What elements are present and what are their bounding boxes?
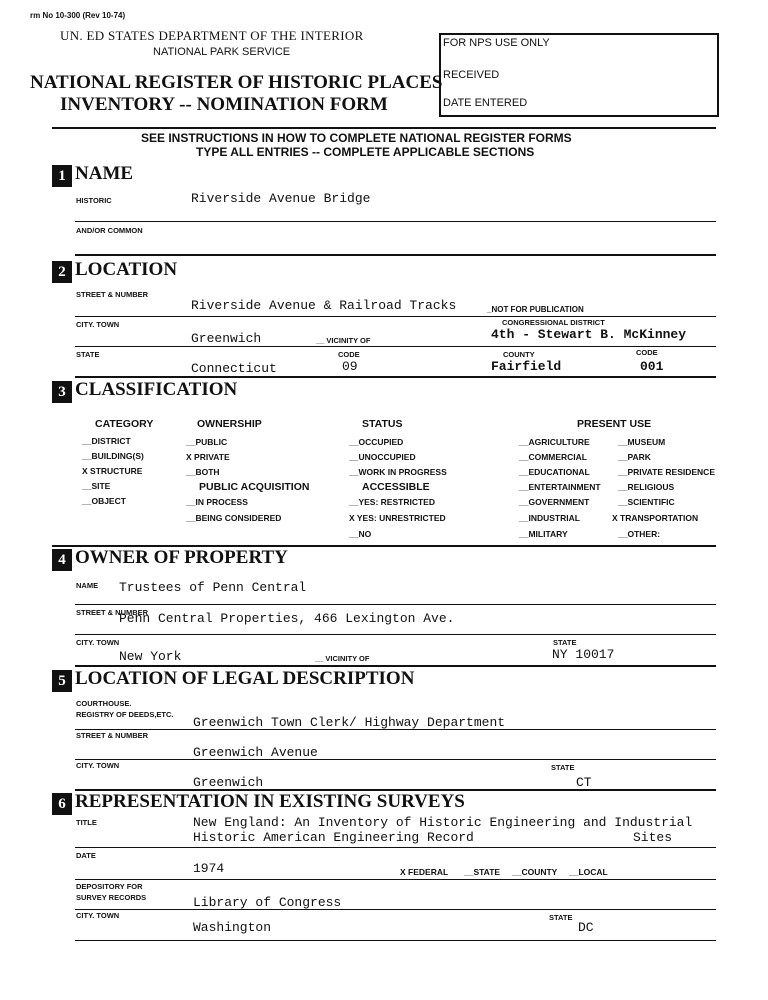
owner-city-label: CITY. TOWN [76, 638, 120, 647]
form-number: rm No 10-300 (Rev 10-74) [30, 11, 126, 20]
accessible-option: X YES: UNRESTRICTED [349, 513, 446, 523]
owner-name-value: Trustees of Penn Central [119, 580, 307, 595]
survey-title-value-line3: Sites [633, 830, 673, 845]
state-value: Connecticut [191, 361, 277, 376]
department-name: UN. ED STATES DEPARTMENT OF THE INTERIOR [60, 28, 364, 43]
ownership-option: __PUBLIC [186, 437, 228, 447]
state-code-value: 09 [342, 359, 358, 374]
divider [75, 847, 716, 848]
acquisition-option: __IN PROCESS [186, 497, 248, 507]
divider [75, 346, 716, 347]
city-value: Greenwich [191, 331, 262, 346]
divider [75, 665, 716, 667]
category-option: __DISTRICT [82, 436, 131, 446]
congressional-district-label: CONGRESSIONAL DISTRICT [502, 318, 605, 327]
divider [75, 254, 716, 256]
instructions-line1: SEE INSTRUCTIONS IN HOW TO COMPLETE NATIONAL REGISTER FORMS [141, 131, 572, 145]
owner-state-label: STATE [553, 638, 577, 647]
owner-name-label: NAME [76, 581, 99, 590]
depository-label-line1: DEPOSITORY FOR [76, 882, 143, 891]
section-heading-classification: CLASSIFICATION [75, 379, 238, 400]
depository-label-line2: SURVEY RECORDS [76, 893, 147, 902]
form-title-line1: NATIONAL REGISTER OF HISTORIC PLACES [30, 72, 443, 93]
depository-value: Library of Congress [193, 895, 342, 910]
present-use-option: __MUSEUM [618, 437, 666, 447]
state-code-label: CODE [338, 350, 360, 359]
legal-state-value: CT [576, 775, 592, 790]
acquisition-option: __BEING CONSIDERED [186, 513, 282, 523]
survey-level-federal: X FEDERAL [400, 867, 449, 877]
owner-street-value: Penn Central Properties, 466 Lexington Ave. [119, 611, 455, 626]
divider [75, 604, 716, 605]
present-use-option: __INDUSTRIAL [519, 513, 580, 523]
owner-street-label: STREET & NUMBER [76, 608, 149, 617]
registry-label: REGISTRY OF DEEDS,ETC. [76, 710, 174, 719]
city-town-label: CITY. TOWN [76, 320, 120, 329]
ownership-column-heading: OWNERSHIP [197, 418, 262, 430]
section-number-5: 5 [52, 670, 72, 692]
legal-street-value: Greenwich Avenue [193, 745, 318, 760]
ownership-option: X PRIVATE [186, 452, 230, 462]
section-number-2: 2 [52, 261, 72, 283]
common-name-label: AND/OR COMMON [76, 226, 143, 235]
category-option: __BUILDING(S) [82, 451, 144, 461]
courthouse-label: COURTHOUSE. [76, 699, 132, 708]
instructions-line2: TYPE ALL ENTRIES -- COMPLETE APPLICABLE SECTIONS [196, 145, 535, 159]
present-use-option: __GOVERNMENT [519, 497, 590, 507]
divider [75, 221, 716, 222]
present-use-option: __EDUCATIONAL [519, 467, 590, 477]
present-use-option: __PARK [618, 452, 651, 462]
status-option: __WORK IN PROGRESS [349, 467, 447, 477]
present-use-option: __ENTERTAINMENT [519, 482, 601, 492]
ownership-option: __BOTH [186, 467, 220, 477]
present-use-option: __MILITARY [519, 529, 568, 539]
service-name: NATIONAL PARK SERVICE [153, 46, 291, 58]
courthouse-value: Greenwich Town Clerk/ Highway Department [193, 715, 506, 730]
divider [75, 376, 716, 378]
present-use-option: __PRIVATE RESIDENCE [618, 467, 715, 477]
legal-city-value: Greenwich [193, 775, 264, 790]
present-use-option: __AGRICULTURE [519, 437, 590, 447]
section-number-6: 6 [52, 793, 72, 815]
status-option: __OCCUPIED [349, 437, 404, 447]
county-value: Fairfield [491, 359, 562, 374]
section-heading-name: NAME [75, 163, 134, 184]
historic-label: HISTORIC [76, 196, 112, 205]
divider [75, 759, 716, 760]
survey-state-label: STATE [549, 913, 573, 922]
accessible-option: __YES: RESTRICTED [349, 497, 435, 507]
owner-city-value: New York [119, 649, 182, 664]
public-acquisition-heading: PUBLIC ACQUISITION [199, 481, 310, 493]
vicinity-of-label: __ VICINITY OF [316, 336, 371, 345]
present-use-option: __OTHER: [618, 529, 661, 539]
category-option: __OBJECT [82, 496, 126, 506]
nps-use-box [439, 33, 719, 117]
section-heading-legal-description: LOCATION OF LEGAL DESCRIPTION [75, 668, 415, 689]
survey-level-county: __COUNTY [512, 867, 558, 877]
county-code-label: CODE [636, 348, 658, 357]
divider [75, 634, 716, 635]
section-number-1: 1 [52, 165, 72, 187]
status-column-heading: STATUS [362, 418, 403, 430]
section-heading-owner: OWNER OF PROPERTY [75, 547, 288, 568]
survey-title-value-line1: New England: An Inventory of Historic Engineering and Industrial [193, 815, 693, 830]
form-title-line2: INVENTORY -- NOMINATION FORM [60, 94, 388, 115]
survey-city-label: CITY. TOWN [76, 911, 120, 920]
category-column-heading: CATEGORY [95, 418, 154, 430]
historic-name-value: Riverside Avenue Bridge [191, 191, 371, 206]
section-heading-location: LOCATION [75, 259, 178, 280]
accessible-heading: ACCESSIBLE [362, 481, 430, 493]
nps-received-label: RECEIVED [443, 69, 500, 81]
street-value: Riverside Avenue & Railroad Tracks [191, 298, 457, 313]
divider [75, 316, 716, 317]
not-for-publication: _NOT FOR PUBLICATION [487, 305, 584, 314]
divider [75, 729, 716, 730]
status-option: __UNOCCUPIED [349, 452, 416, 462]
owner-state-value: NY 10017 [552, 647, 615, 662]
divider [75, 909, 716, 910]
present-use-column-heading: PRESENT USE [577, 418, 652, 430]
divider [75, 879, 716, 880]
survey-city-value: Washington [193, 920, 272, 935]
present-use-option: X TRANSPORTATION [612, 513, 699, 523]
accessible-option: __NO [349, 529, 372, 539]
survey-state-value: DC [578, 920, 594, 935]
legal-state-label: STATE [551, 763, 575, 772]
legal-street-label: STREET & NUMBER [76, 731, 149, 740]
county-code-value: 001 [640, 359, 664, 374]
survey-level-local: __LOCAL [569, 867, 608, 877]
survey-title-value-line2: Historic American Engineering Record [193, 830, 474, 845]
survey-date-value: 1974 [193, 861, 225, 876]
section-heading-surveys: REPRESENTATION IN EXISTING SURVEYS [75, 791, 465, 812]
state-label: STATE [76, 350, 100, 359]
survey-title-label: TITLE [76, 818, 97, 827]
divider [75, 940, 716, 941]
present-use-option: __SCIENTIFIC [618, 497, 675, 507]
survey-level-state: __STATE [464, 867, 501, 877]
legal-city-label: CITY. TOWN [76, 761, 120, 770]
category-option: __SITE [82, 481, 111, 491]
present-use-option: __RELIGIOUS [618, 482, 675, 492]
category-option: X STRUCTURE [82, 466, 143, 476]
survey-date-label: DATE [76, 851, 96, 860]
owner-vicinity-label: __ VICINITY OF [315, 654, 370, 663]
divider [52, 127, 716, 129]
section-number-4: 4 [52, 549, 72, 571]
nps-use-label: FOR NPS USE ONLY [443, 37, 550, 49]
section-number-3: 3 [52, 381, 72, 403]
nps-date-entered-label: DATE ENTERED [443, 97, 528, 109]
street-number-label: STREET & NUMBER [76, 290, 149, 299]
congressional-district-value: 4th - Stewart B. McKinney [491, 327, 687, 342]
county-label: COUNTY [503, 350, 535, 359]
present-use-option: __COMMERCIAL [519, 452, 588, 462]
